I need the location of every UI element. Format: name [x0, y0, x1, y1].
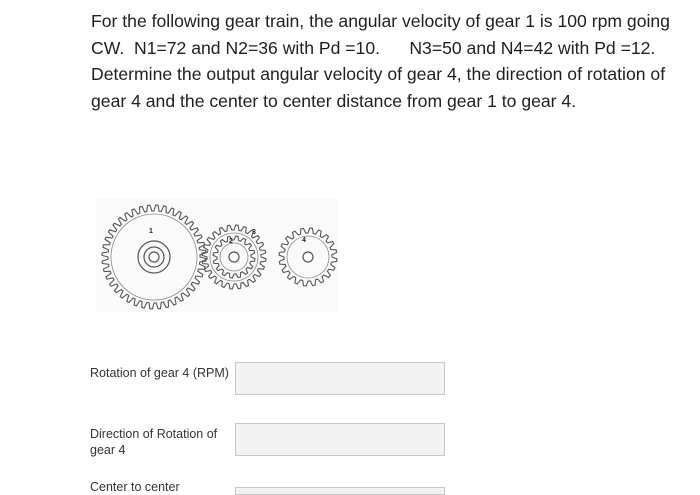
center-distance-input[interactable] [235, 487, 445, 495]
gear-label-3: 3 [252, 229, 256, 236]
question-text: For the following gear train, the angular velocity of gear 1 is 100 rpm going CW. N1=72 and N2=36 with Pd =10. N3=50 and N4=42 with Pd =12. Determine the output angular velocity of gear 4, the direction of rotation of gear 4 and the center to center distance from gear 1 to gear 4. [91, 11, 675, 111]
gear-label-4: 4 [302, 237, 306, 244]
direction-input[interactable] [235, 423, 445, 456]
gear-train-figure [96, 199, 339, 312]
rotation-input[interactable] [235, 362, 445, 395]
gear-label-1: 1 [149, 228, 153, 235]
gear-label-2: 2 [229, 238, 233, 245]
field-label-center: Center to center [90, 480, 180, 494]
field-label-rotation: Rotation of gear 4 (RPM) [90, 366, 229, 380]
field-label-direction: Direction of Rotation of gear 4 [90, 427, 218, 457]
